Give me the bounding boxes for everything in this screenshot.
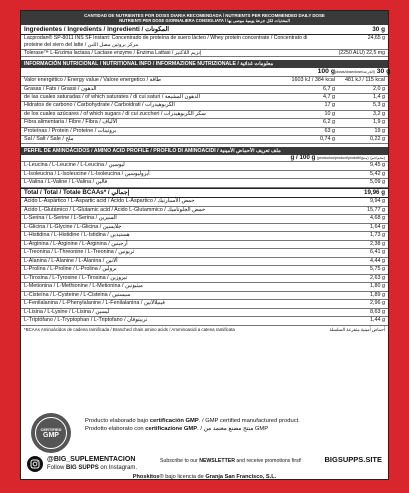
subscribe-c: and receive promotions first! xyxy=(234,458,302,464)
nutrition-title: INFORMACIÓN NUTRICIONAL / NUTRITIONAL INFO / INFORMAZIONE NUTRIZIONALE / معلومات غذائية xyxy=(24,61,274,68)
amino-row xyxy=(21,249,388,258)
gmp-seal-mid: GMP xyxy=(43,432,59,439)
amino-label: L-Metionina / L-Methionine / L-Metionina / ميثيونين xyxy=(24,283,143,290)
nutrient-per-100: 6,2 g xyxy=(323,119,335,126)
amino-rows xyxy=(21,198,388,326)
lacprodan-row xyxy=(21,35,388,49)
per-dose-header: 30 g xyxy=(376,68,391,76)
instagram-handle[interactable]: @BIG_SUPLEMENTACION xyxy=(47,456,136,463)
bcaa-total-label: Total / Total / Totale BCAAs* / إجمالي xyxy=(24,188,130,196)
nutrient-label: Valor energético / Energy value / Valore energetico / طاقة xyxy=(24,77,162,84)
amino-unit-header xyxy=(21,155,388,162)
amino-label: Ácido L-Aspártico / L-Aspartic acid / Acido L-Aspartico / حمض الأسبارتيك xyxy=(24,198,195,205)
amino-row xyxy=(21,179,388,188)
amino-label: L-Serina / L-Serine / L-Serina / السيرين xyxy=(24,215,117,222)
ingredients-row xyxy=(21,25,388,35)
gmp-line1-b: certificación GMP xyxy=(149,418,199,424)
amino-label: L-Glicina / L-Glycine / L-Glicina / جلايسين xyxy=(24,223,122,230)
nutrient-per-100: 4,7 g xyxy=(323,94,335,100)
amino-row xyxy=(21,258,388,267)
amino-unit: g / 100 g xyxy=(290,154,316,162)
ingredients-value: 30 g xyxy=(372,26,385,34)
amino-value: 8,63 g xyxy=(370,308,385,315)
amino-row xyxy=(21,224,388,233)
bcaa-footnote-text: *BCAAs Aminoácidos de cadena ramificada / Branched chain amino acids / Amminoacidi a catena ramificata xyxy=(24,326,235,332)
tolerase-value: (2250 ALU) 22,5 mg xyxy=(338,49,385,56)
nutrient-label: de los cuales azúcares / of which sugars / di cui zuccheri / سكر الكربوهيدرات xyxy=(24,110,206,117)
amino-row xyxy=(21,275,388,284)
amino-row xyxy=(21,171,388,180)
amino-label: L-Treonina / L-Threonine / L-Treonina / ثريونين xyxy=(24,249,135,256)
nutrient-per-100: 1603 kJ / 384 kcal xyxy=(291,77,335,84)
subscribe-a: Subscribe to our xyxy=(159,458,200,464)
amino-title: PERFIL DE AMINOÁCIDOS / AMINO ACID PROFILE / PROFILO DI AMINOACIDI / ملف تعريف الأحماض الأمينية xyxy=(24,148,281,155)
nutrient-label: Proteínas / Protein / Proteine / بروتينات xyxy=(24,127,117,134)
amino-label: Ácido L-Glutámico / L-Glutamic acid / Acido L-Glutammico / حمض الجلوتاميك xyxy=(24,206,206,213)
instagram-icon[interactable] xyxy=(27,456,43,472)
per-dose-label: (dosis/dose/dose/الجرعة) xyxy=(335,70,375,75)
nutrient-per-100: 6,7 g xyxy=(323,85,335,92)
gmp-line1-c: . / GMP certified manufactured product. xyxy=(198,418,300,424)
amino-label: L-Lisina / L-Lysine / L-Lisina / ليسين xyxy=(24,308,110,315)
nutrition-row xyxy=(21,102,388,110)
gmp-seal-top: CERTIFIED xyxy=(40,427,62,432)
nutrient-per-dose: 3,2 g xyxy=(373,110,385,117)
nutrient-label: de las cuales saturadas / of which saturates / di cui saturi / الدهون المشبعة xyxy=(24,94,201,100)
amino-value: 5,75 g xyxy=(370,266,385,273)
nutrient-per-dose: 1,4 g xyxy=(373,94,385,100)
nutrient-label: Grasas / Fats / Grassi / الدهون xyxy=(24,85,97,92)
nutrition-label-panel xyxy=(20,10,389,480)
amino-value: 1,64 g xyxy=(370,223,385,230)
nutrient-label: Fibra alimentaria / Fibre / Fibra / الألياف xyxy=(24,119,118,126)
nutrition-rows xyxy=(21,77,388,144)
amino-label: L-Histidina / L-Histidine / L-Istidina / هستيدين xyxy=(24,232,130,239)
bcaa-footnote xyxy=(21,326,388,334)
instagram-block[interactable] xyxy=(27,456,137,472)
nutrient-per-dose: 481 kJ / 115 kcal xyxy=(344,77,385,84)
amino-value: 5,42 g xyxy=(370,170,385,177)
amino-value: 1,44 g xyxy=(370,317,385,324)
gmp-certified-seal xyxy=(31,413,71,453)
subscribe-b: NEWSLETTER xyxy=(199,458,235,464)
amino-label: L-Isoleucina / L-Isoleucine / L-Isoleucina / أيزوليوسين xyxy=(24,170,150,177)
amino-label: L-Cisteína / L-Cysteine / L-Cisteina / سيستين xyxy=(24,291,131,298)
amino-value: 1,73 g xyxy=(370,232,385,239)
amino-unit-note: (productos/product/prodotti/منتج) xyxy=(317,156,369,161)
nutrition-title-bar xyxy=(21,60,388,68)
per-100-header: 100 g xyxy=(317,68,335,76)
follow-a: Follow xyxy=(47,465,67,471)
amino-row xyxy=(21,292,388,301)
amino-label: L-Prolina / L-Proline / L-Prolina / برولين xyxy=(24,266,117,273)
amino-row xyxy=(21,266,388,275)
dose-header xyxy=(21,11,388,25)
nutrient-per-100: 63 g xyxy=(324,127,335,134)
amino-row xyxy=(21,198,388,207)
amino-row xyxy=(21,241,388,250)
amino-unit-note-ar: (مجم/جم) xyxy=(370,156,385,161)
amino-row xyxy=(21,309,388,318)
nutrition-row xyxy=(21,111,388,119)
nutrition-row xyxy=(21,136,388,144)
tolerase-label: Tolerase™ L-Enzima lactasa / Lactase enzyme / Enzima Lattasi / إنزيم اللاكتيز xyxy=(24,49,202,56)
follow-b: BIG SUPPS xyxy=(66,465,99,471)
follow-text xyxy=(47,464,137,472)
nutrition-row xyxy=(21,128,388,136)
amino-value: 1,80 g xyxy=(370,283,385,290)
nutrient-label: Hidratos de carbono / Carbohydrate / Carboidrati / الكربوهيدرات xyxy=(24,102,175,109)
amino-label: L-Leucina / L-Leucine / L-Leucina / ليوسين xyxy=(24,162,125,169)
amino-value: 1,89 g xyxy=(370,291,385,298)
bcaa-total-row xyxy=(21,188,388,198)
amino-value: 6,41 g xyxy=(370,249,385,256)
nutrient-per-dose: 5,3 g xyxy=(373,102,385,109)
bcaa-footnote-ar: أحماض أمينية متفرعة السلسلة xyxy=(329,326,385,332)
amino-row xyxy=(21,215,388,224)
ingredients-label: Ingredientes / Ingredients / Ingredienti / المكونات xyxy=(24,26,170,34)
amino-label: L-Valina / L-Valine / L-Valina / فالين xyxy=(24,179,108,186)
dose-header-line1: CANTIDAD DE NUTRIENTES POR DOSIS DIARIA RECOMENDADA / NUTRIENTS PER RECOMMENDED DAILY DOSE xyxy=(84,13,325,18)
nutrient-per-dose: 1,9 g xyxy=(373,119,385,126)
bcaa-total-value: 19,96 g xyxy=(364,188,385,196)
amino-label: L-Fenilalanina / L-Phenylalanine / L-Fenilalanina / فينيلالانين xyxy=(24,300,165,307)
amino-row xyxy=(21,232,388,241)
gmp-line2-c: . / منتج مصنع معتمد من GMP xyxy=(197,425,269,432)
dose-header-line2: NUTRIENTI PER DOSE GIORNALIERA CONSIGLIATA / المغذيات لكل جرعة يومية موصى بها xyxy=(119,18,290,24)
nutrition-column-header xyxy=(21,68,391,77)
newsletter-text xyxy=(160,458,302,472)
gmp-line2-a: Prodotto elaborato con xyxy=(85,425,146,432)
lacprodan-label: Lacprodan® SP-8011 INS SF Instant: Concentrado de proteína de suero lácteo / Whey protein concentrate / Concentrato di proteine del siero del latte / مركز بروتين مصل اللبن xyxy=(24,35,308,48)
nutrient-per-100: 17 g xyxy=(324,102,335,109)
amino-value: 9,45 g xyxy=(370,162,385,169)
amino-label: L-Arginina / L-Arginine / L-Arginina / أرجينين xyxy=(24,240,128,247)
nutrient-label: Sal / Salt / Sale / ملح xyxy=(24,136,74,143)
nutrient-per-dose: 0,22 g xyxy=(370,136,385,143)
amino-value: 2,96 g xyxy=(370,300,385,307)
gmp-statement xyxy=(85,418,300,433)
license-mid: ® bajo licencia de xyxy=(159,474,206,480)
license-line xyxy=(21,474,388,480)
tolerase-row xyxy=(21,50,388,58)
nutrient-per-100: 10 g xyxy=(324,110,335,117)
nutrition-row xyxy=(21,94,388,102)
amino-row xyxy=(21,207,388,216)
amino-row xyxy=(21,317,388,326)
amino-value: 15,77 g xyxy=(367,206,385,213)
nutrition-row xyxy=(21,77,388,85)
gmp-line1-a: Producto elaborado bajo xyxy=(85,418,150,424)
amino-value: 4,68 g xyxy=(370,215,385,222)
amino-value: 2,63 g xyxy=(370,274,385,281)
amino-label: L-Alanina / L-Alanine / L-Alanina / ألانين xyxy=(24,257,118,264)
gmp-line2-b: certificazione GMP xyxy=(145,425,198,432)
nutrient-per-dose: 2,0 g xyxy=(373,85,385,92)
amino-value: 2,38 g xyxy=(370,240,385,247)
footer-social xyxy=(21,456,388,472)
amino-row xyxy=(21,162,388,171)
follow-c: on Instagram. xyxy=(98,465,138,471)
amino-value: 9,94 g xyxy=(370,198,385,205)
license-holder: Granja San Francisco, S.L. xyxy=(205,474,277,480)
bcaa-rows xyxy=(21,162,388,188)
license-brand: Phoskitos xyxy=(132,474,160,480)
nutrition-row xyxy=(21,86,388,94)
amino-label: L-Tirosina / L-Tyrosine / L-Tirosina / تيروزين xyxy=(24,274,128,281)
nutrition-row xyxy=(21,119,388,127)
amino-title-bar xyxy=(21,147,388,155)
amino-row xyxy=(21,283,388,292)
lacprodan-value: 24,65 g xyxy=(367,35,385,42)
amino-value: 4,44 g xyxy=(370,257,385,264)
amino-value: 5,09 g xyxy=(370,179,385,186)
nutrient-per-100: 0,74 g xyxy=(320,136,335,143)
amino-label: L-Triptófano / L-Tryptophan / L-Triptofano / تريبتوفان xyxy=(24,317,148,324)
website-link[interactable]: BIGSUPPS.SITE xyxy=(324,455,382,464)
nutrient-per-dose: 19 g xyxy=(374,127,385,134)
amino-row xyxy=(21,300,388,309)
